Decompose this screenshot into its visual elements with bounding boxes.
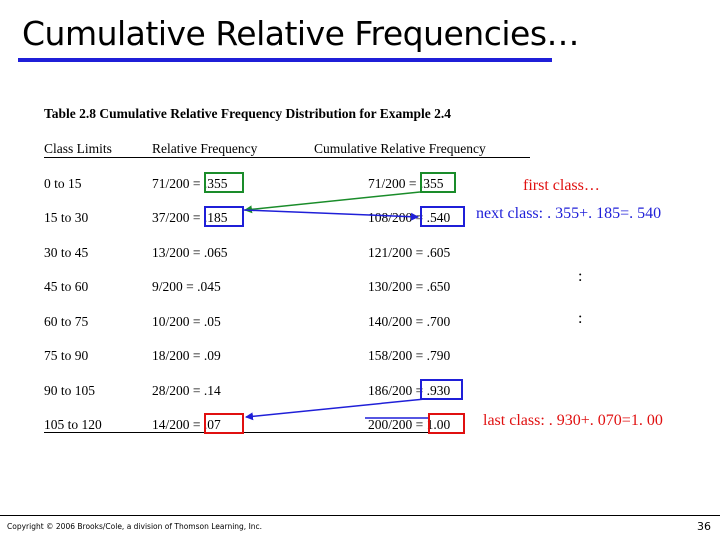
row-8-relative-frequency: 14/200 = .07 xyxy=(152,417,221,432)
blue-arrow-to-row2-cumulative xyxy=(244,210,418,217)
table-caption: Table 2.8 Cumulative Relative Frequency Distribution for Example 2.4 xyxy=(44,106,451,121)
row-3-relative-frequency: 13/200 = .065 xyxy=(152,245,228,260)
row-4-cumulative-frequency: 130/200 = .650 xyxy=(368,279,451,294)
row-4-class-limits: 45 to 60 xyxy=(44,279,89,294)
row-7-class-limits: 90 to 105 xyxy=(44,383,96,398)
row-5-class-limits: 60 to 75 xyxy=(44,314,89,329)
row-4-relative-frequency: 9/200 = .045 xyxy=(152,279,221,294)
row-6-cumulative-frequency: 158/200 = .790 xyxy=(368,348,451,363)
row-8-class-limits: 105 to 120 xyxy=(44,417,102,432)
annotation-ellipsis-colon-1: : xyxy=(578,268,583,285)
annotation-last-class: last class: . 930+. 070=1. 00 xyxy=(483,412,663,429)
row-6-relative-frequency: 18/200 = .09 xyxy=(152,348,221,363)
green-arrow-to-row2-relative xyxy=(245,192,420,210)
row-1-cumulative-frequency: 71/200 = .355 xyxy=(368,176,444,191)
row-1-relative-frequency: 71/200 = .355 xyxy=(152,176,228,191)
row-2-relative-frequency: 37/200 = .185 xyxy=(152,210,228,225)
row-1-class-limits: 0 to 15 xyxy=(44,176,82,191)
blue-arrow-to-row8-relative xyxy=(246,399,425,417)
footer-rule xyxy=(0,515,720,516)
slide-title: Cumulative Relative Frequencies… xyxy=(22,14,580,53)
row-8-cumulative-frequency: 200/200 = 1.00 xyxy=(368,417,451,432)
row-5-relative-frequency: 10/200 = .05 xyxy=(152,314,221,329)
header-relative-frequency: Relative Frequency xyxy=(152,141,258,156)
row-2-cumulative-frequency: 108/200 = .540 xyxy=(368,210,451,225)
annotation-next-class: next class: . 355+. 185=. 540 xyxy=(476,205,662,222)
header-cumulative-relative-frequency: Cumulative Relative Frequency xyxy=(314,141,486,156)
row-3-class-limits: 30 to 45 xyxy=(44,245,89,260)
row-3-cumulative-frequency: 121/200 = .605 xyxy=(368,245,451,260)
copyright-notice: Copyright © 2006 Brooks/Cole, a division of Thomson Learning, Inc. xyxy=(7,522,263,531)
row-6-class-limits: 75 to 90 xyxy=(44,348,89,363)
row-5-cumulative-frequency: 140/200 = .700 xyxy=(368,314,451,329)
row-7-relative-frequency: 28/200 = .14 xyxy=(152,383,221,398)
row-2-class-limits: 15 to 30 xyxy=(44,210,89,225)
annotation-ellipsis-colon-2: : xyxy=(578,310,583,327)
header-class-limits: Class Limits xyxy=(44,141,112,156)
row-7-cumulative-frequency: 186/200 = .930 xyxy=(368,383,451,398)
annotation-first-class: first class… xyxy=(523,177,600,194)
page-number: 36 xyxy=(697,520,711,533)
